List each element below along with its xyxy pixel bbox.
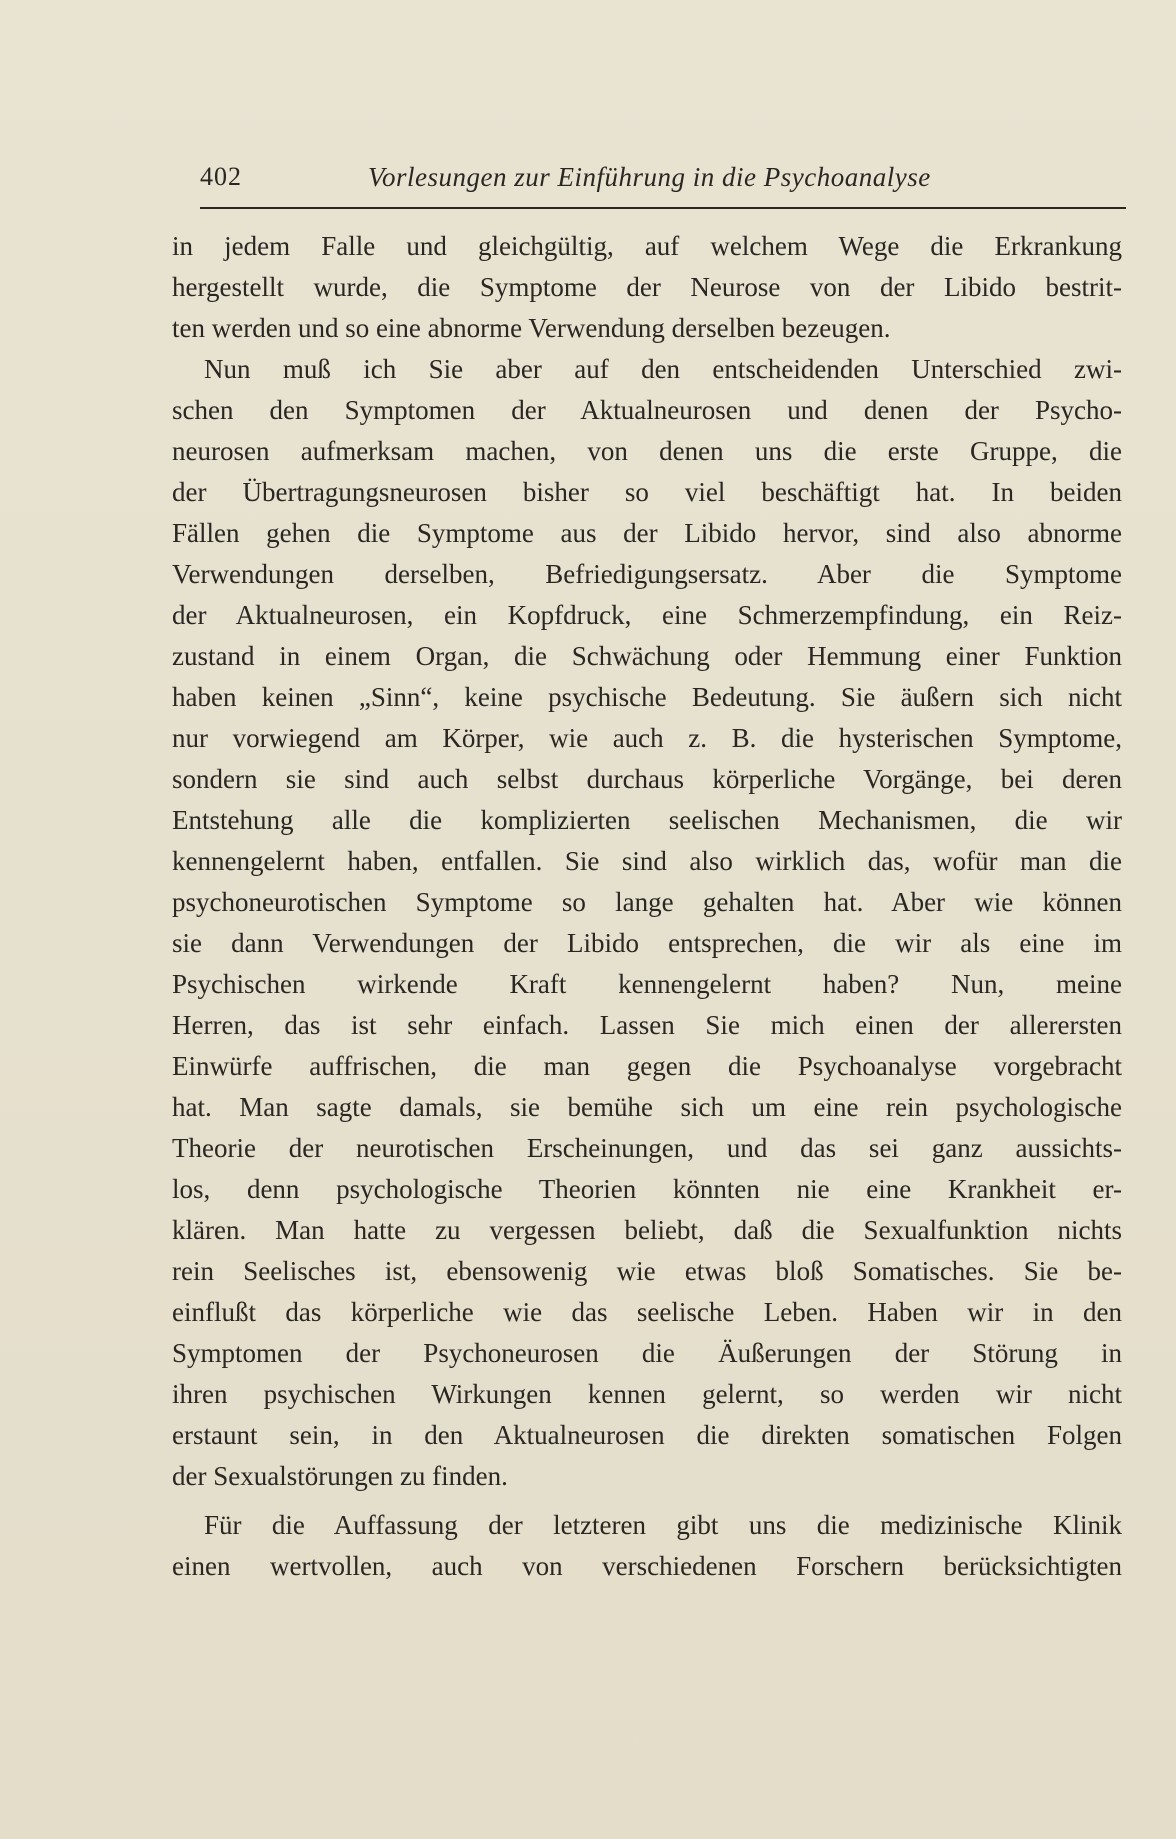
text-line: Fällen gehen die Symptome aus der Libido hervor, sind also abnorme — [172, 518, 1122, 548]
text-line: psychoneurotischen Symptome so lange gehalten hat. Aber wie können — [172, 887, 1122, 917]
text-line: Einwürfe auffrischen, die man gegen die Psychoanalyse vorgebracht — [172, 1051, 1122, 1081]
text-line: der Aktualneurosen, ein Kopfdruck, eine Schmerzempfindung, ein Reiz- — [172, 600, 1122, 630]
text-line: erstaunt sein, in den Aktualneurosen die direkten somatischen Folgen — [172, 1420, 1122, 1450]
text-line: los, denn psychologische Theorien könnten nie eine Krankheit er- — [172, 1174, 1122, 1204]
header-rule — [200, 207, 1126, 209]
text-line: Psychischen wirkende Kraft kennengelernt haben? Nun, meine — [172, 969, 1122, 999]
text-line: einflußt das körperliche wie das seelische Leben. Haben wir in den — [172, 1297, 1122, 1327]
text-line: Herren, das ist sehr einfach. Lassen Sie mich einen der allerersten — [172, 1010, 1122, 1040]
text-line: ihren psychischen Wirkungen kennen gelernt, so werden wir nicht — [172, 1379, 1122, 1409]
text-line: der Übertragungsneurosen bisher so viel beschäftigt hat. In beiden — [172, 477, 1122, 507]
page-header — [200, 162, 1126, 202]
text-line: einen wertvollen, auch von verschiedenen Forschern berücksichtigten — [172, 1551, 1122, 1581]
text-line: Symptomen der Psychoneurosen die Äußerungen der Störung in — [172, 1338, 1122, 1368]
text-line: Entstehung alle die komplizierten seelischen Mechanismen, die wir — [172, 805, 1122, 835]
text-line: nur vorwiegend am Körper, wie auch z. B. die hysterischen Symptome, — [172, 723, 1122, 753]
text-line: schen den Symptomen der Aktualneurosen und denen der Psycho- — [172, 395, 1122, 425]
text-line: Nun muß ich Sie aber auf den entscheidenden Unterschied zwi- — [204, 354, 1122, 384]
text-line: hat. Man sagte damals, sie bemühe sich um eine rein psychologische — [172, 1092, 1122, 1122]
text-line: in jedem Falle und gleichgültig, auf welchem Wege die Erkrankung — [172, 231, 1122, 261]
text-line: Theorie der neurotischen Erscheinungen, und das sei ganz aussichts- — [172, 1133, 1122, 1163]
body-text — [172, 226, 1122, 1587]
text-line: sie dann Verwendungen der Libido entsprechen, die wir als eine im — [172, 928, 1122, 958]
text-line: hergestellt wurde, die Symptome der Neurose von der Libido bestrit- — [172, 272, 1122, 302]
text-line: haben keinen „Sinn“, keine psychische Bedeutung. Sie äußern sich nicht — [172, 682, 1122, 712]
text-line: klären. Man hatte zu vergessen beliebt, daß die Sexualfunktion nichts — [172, 1215, 1122, 1245]
text-line: Für die Auffassung der letzteren gibt uns die medizinische Klinik — [204, 1510, 1122, 1540]
text-line: sondern sie sind auch selbst durchaus körperliche Vorgänge, bei deren — [172, 764, 1122, 794]
running-title: Vorlesungen zur Einführung in die Psychoanalyse — [368, 162, 931, 192]
text-line: der Sexualstörungen zu finden. — [172, 1461, 508, 1491]
text-line: Verwendungen derselben, Befriedigungsersatz. Aber die Symptome — [172, 559, 1122, 589]
page-number: 402 — [200, 162, 242, 191]
text-line: neurosen aufmerksam machen, von denen uns die erste Gruppe, die — [172, 436, 1122, 466]
text-line: ten werden und so eine abnorme Verwendung derselben bezeugen. — [172, 313, 891, 343]
text-line: kennengelernt haben, entfallen. Sie sind also wirklich das, wofür man die — [172, 846, 1122, 876]
paragraph-gap — [172, 1497, 1122, 1505]
text-line: rein Seelisches ist, ebensowenig wie etwas bloß Somatisches. Sie be- — [172, 1256, 1122, 1286]
text-line: zustand in einem Organ, die Schwächung oder Hemmung einer Funktion — [172, 641, 1122, 671]
